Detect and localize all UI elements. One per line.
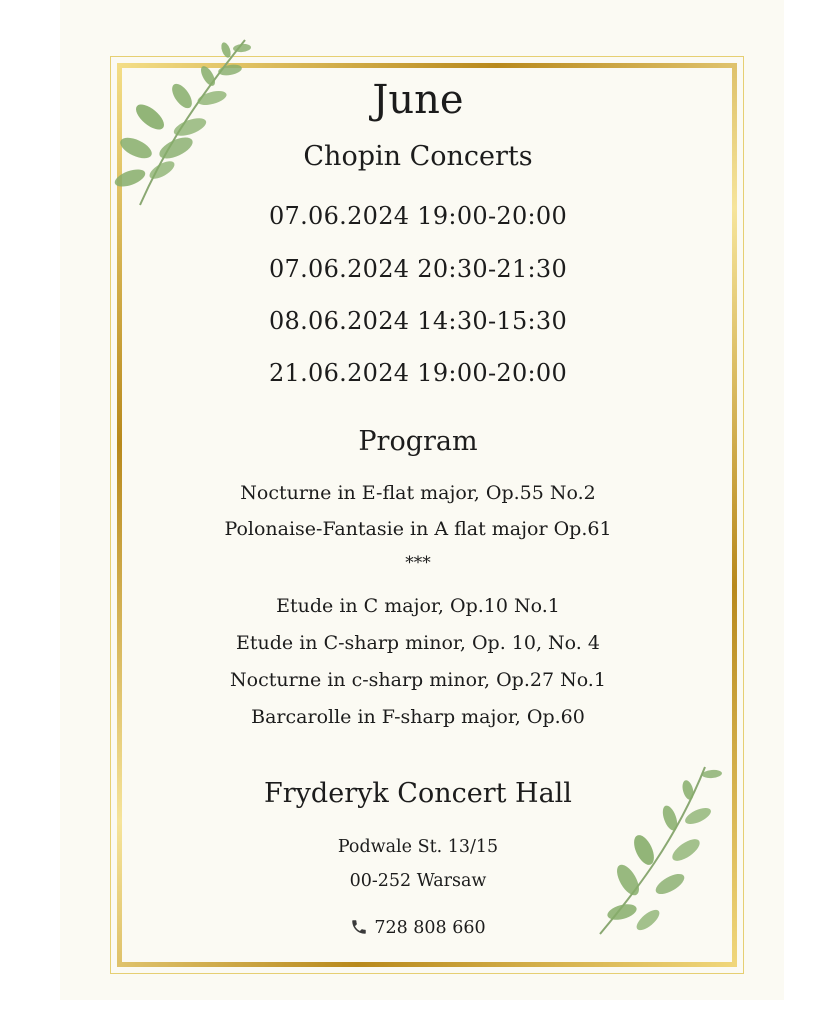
venue-name: Fryderyk Concert Hall bbox=[264, 778, 572, 809]
concert-date: 08.06.2024 14:30-15:30 bbox=[268, 307, 568, 335]
phone-icon bbox=[350, 918, 368, 936]
phone-number: 728 808 660 bbox=[374, 918, 486, 938]
program-item: Etude in C major, Op.10 No.1 bbox=[276, 595, 560, 617]
concert-date: 07.06.2024 19:00-20:00 bbox=[268, 202, 568, 230]
venue-street: Podwale St. 13/15 bbox=[337, 837, 499, 857]
program-item: Nocturne in E-flat major, Op.55 No.2 bbox=[240, 482, 596, 504]
program-heading: Program bbox=[358, 426, 478, 457]
program-item: Nocturne in c-sharp minor, Op.27 No.1 bbox=[230, 669, 606, 691]
program-item: Etude in C-sharp minor, Op. 10, No. 4 bbox=[236, 632, 600, 654]
concert-date: 21.06.2024 19:00-20:00 bbox=[268, 359, 568, 387]
program-item: Barcarolle in F-sharp major, Op.60 bbox=[251, 706, 585, 728]
concert-subtitle: Chopin Concerts bbox=[303, 141, 533, 172]
concert-date: 07.06.2024 20:30-21:30 bbox=[268, 255, 568, 283]
program-item: Polonaise-Fantasie in A flat major Op.61 bbox=[224, 518, 612, 540]
month-title: June bbox=[372, 77, 464, 123]
program-separator: *** bbox=[405, 553, 431, 573]
venue-city: 00-252 Warsaw bbox=[349, 871, 487, 891]
venue-phone bbox=[118, 914, 718, 942]
